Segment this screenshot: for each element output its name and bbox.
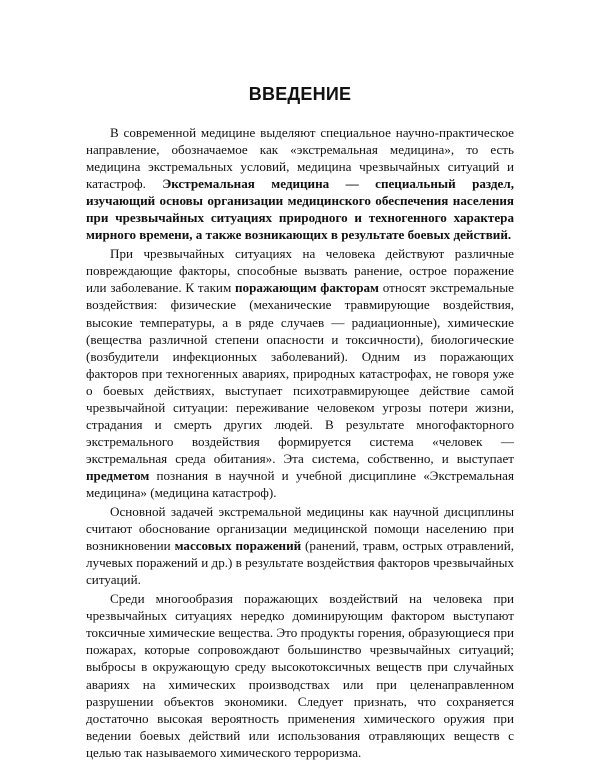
paragraph-3-text-2: (ранений, травм, острых отравлений, лучевых поражений и др.) в результате воздействия факторов чрезвычайных ситуаций.	[86, 538, 514, 588]
paragraph-1	[86, 124, 514, 243]
paragraph-3-bold-1: массовых поражений	[174, 538, 302, 554]
paragraph-3-text-1: Основной задачей экстремальной медицины как научной дисциплины считают обоснование организации медицинской помощи населению при возникновении	[86, 504, 514, 554]
paragraph-4	[86, 590, 514, 760]
body-text	[86, 124, 514, 761]
paragraph-2-text-1: При чрезвычайных ситуациях на человека действуют различные повреждающие факторы, способные вызвать ранение, острое поражение или заболевание. К таким	[86, 246, 514, 296]
paragraph-4-text-1: Среди многообразия поражающих воздействий на человека при чрезвычайных ситуациях нередко доминирующим фактором выступают токсичные химические вещества. Это продукты горения, образующиеся при пожарах, которые сопровождают большинство чрезвычайных ситуаций; выбросы в окружающую среду высокотоксичных веществ при случайных авариях на химических производствах или при целенаправленном разрушении объектов экономики. Следует признать, что сохраняется достаточно высокая вероятность применения химического оружия при ведении боевых действий или использования отравляющих веществ с целью так называемого химического терроризма.	[86, 591, 514, 760]
paragraph-2	[86, 245, 514, 501]
paragraph-2-bold-1: поражающим факторам	[235, 280, 379, 296]
paragraph-2-text-2: относят экстремальные воздействия: физические (механические травмирующие воздействия, высокие температуры, а в ряде случаев — радиационные), химические (вещества различной степени опасности и токсичности), биологические (возбудители инфекционных заболеваний). Одним из поражающих факторов при техногенных авариях, природных катастрофах, не говоря уже о боевых действиях, выступает психотравмирующее действие самой чрезвычайной ситуации: переживание человеком угрозы потери жизни, страдания и смерть других людей. В результате многофакторного экстремального воздействия формируется система «человек — экстремальная среда обитания». Эта система, собственно, и выступает	[86, 280, 514, 466]
page-title: ВВЕДЕНИЕ	[248, 84, 352, 104]
paragraph-2-text-3: познания в научной и учебной дисциплине «Экстремальная медицина» (медицина катастроф).	[86, 467, 514, 500]
paragraph-1-bold-1: Экстремальная медицина — специальный раздел, изучающий основы организации медицинского обеспечения населения при чрезвычайных ситуациях природного и техногенного характера мирного времени, а также возникающих в результате боевых действий.	[86, 176, 514, 243]
paragraph-3	[86, 503, 514, 588]
paragraph-2-bold-2: предметом	[86, 467, 150, 483]
paragraph-1-text-1: В современной медицине выделяют специальное научно-практическое направление, обозначаемое как «экстремальная медицина», то есть медицина экстремальных условий, медицина чрезвычайных ситуаций и катастроф.	[86, 125, 514, 192]
